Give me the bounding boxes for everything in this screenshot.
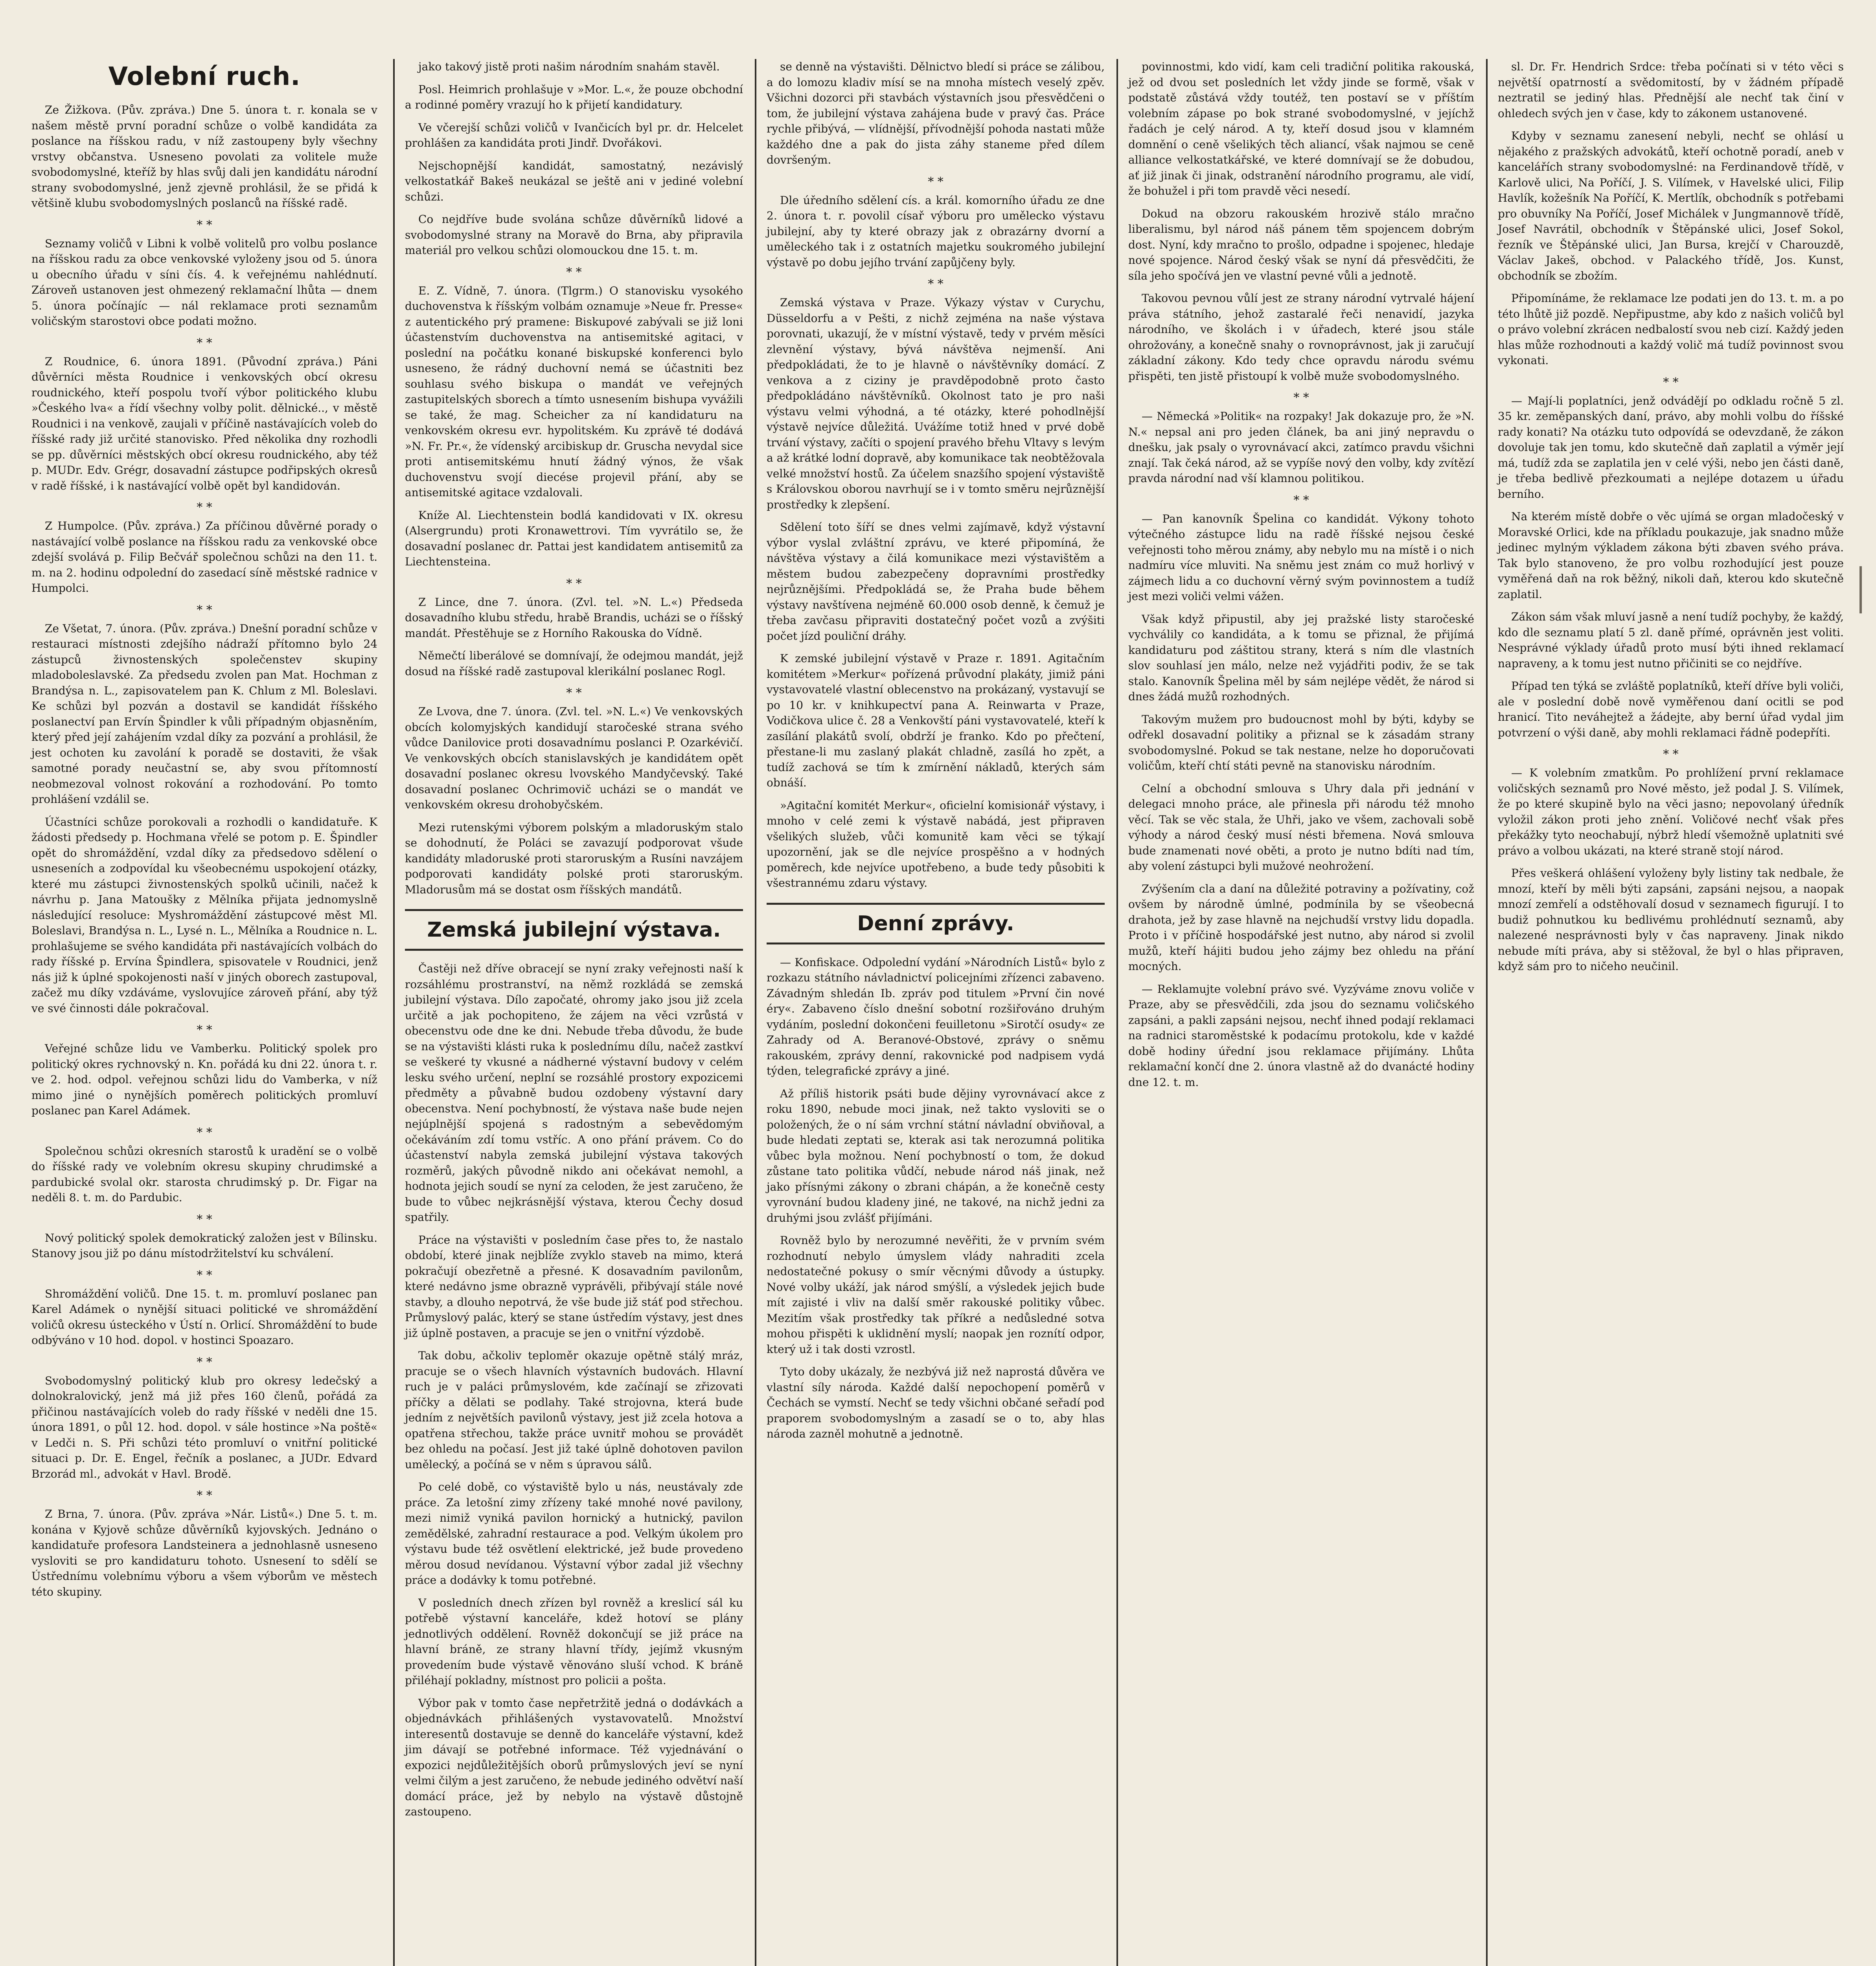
separator: * *	[197, 1212, 212, 1226]
column-3	[759, 59, 1113, 1966]
separator: * *	[197, 1355, 212, 1369]
article-paragraph: povinnostmi, kdo vidí, kam celi tradiční politika rakouská, jež od dvou set posledních let vždy jinde se formě, však v podstatě zůstává vždy toutéž, ten postaví se v příštím volebním zápase po bok strané svobodomyslné, v jejíchž řadách je celý národ. A ty, kteří dosud jsou v klamném domnění o ceně všelikých těch aliancí, však najmou se ceně alliance velkostatkářské, ve které domnívají se že dobudou, ať již jinak či jinak, odstranění národního programu, ale vidí, že bohužel i při tom pravdě věci nesedí.	[1128, 60, 1474, 197]
separator: * *	[197, 603, 212, 617]
separator: * *	[1663, 375, 1679, 389]
article-paragraph: K zemské jubilejní výstavě v Praze r. 1891. Agitačním komitétem »Merkur« pořízená průvodní plakáty, jimiž páni vystavovatelé vlastní oblecenstvo na prokázaný, vystavují se po 10 kr. v knihkupectví pana A. Reinwarta v Praze, Vodičkova ulice č. 28 a Venkovští páni vystavovatelé, kteří k zasílání plakátů svolí, obdrží je franko. Kdo po přečtení, přestane-li mu zaslaný plakát chladně, zasílá ho zpět, a tudíž zachová se tím k zmírnění nákladů, kterých sám obnáší.	[767, 652, 1105, 789]
separator: * *	[197, 1268, 212, 1282]
article-paragraph: Na kterém místě dobře o věc ujímá se organ mladočeský v Moravské Orlici, kde na příkladu poukazuje, jak snadno může jedinec mylným výkladem zákona býti zbaven svého práva. Tak bylo stanoveno, že pro volbu rozhodující jest pouze vyměřená daň na rok běžný, nikoli daň, kterou kdo skutečně zaplatil.	[1498, 510, 1844, 601]
article-paragraph: Však když připustil, aby jej pražské listy staročeské vychválily co kandidáta, a k tomu se přiznal, že přijímá kandidaturu pod záštitou strany, která s ním dle vlastních slov souhlasí jen málo, nelze než vyjádřiti podiv, že se tak stalo. Kanovník Špelina měl by sám nejlépe vědět, že národ si dnes žádá mužů rozhodných.	[1128, 612, 1474, 703]
column-rule	[755, 59, 756, 1966]
article-paragraph: Tak dobu, ačkoliv teploměr okazuje opětně stálý mráz, pracuje se o všech hlavních výstavních budovách. Hlavní ruch je v paláci průmyslovém, kde začínají se zřizovati příčky a dělati se podlahy. Také strojovna, která bude jedním z největších pavilonů výstavy, jest již zcela hotova a opatřena střechou, takže práce uvnitř mohou se provádět bez ohledu na počasí. Jest již také úplně dohotoven pavilon umělecký, a počíná se v něm s úpravou sálů.	[405, 1349, 743, 1471]
article-paragraph: Dokud na obzoru rakouském hrozivě stálo mračno liberalismu, byl národ náš pánem těm spojencem dobrým dost. Nyní, kdy mračno to prošlo, odpadne i spojenec, hledaje nové spojence. Národ český však se nyní dá přesvědčiti, že síla jeho spočívá jen ve vlastní pevné vůli a jednotě.	[1128, 207, 1474, 282]
article-paragraph: — Německá »Politik« na rozpaky! Jak dokazuje pro, že »N. N.« nepsal ani pro jeden článek, ba ani jiný nepravdu o dnešku, jak psaly o vyrovnávací akci, zatímco pravdu všichni znají. Tak čeká národ, až se vypíše nový den volby, kdy zvítězí pravda národní nad vší klamnou politikou.	[1128, 410, 1474, 485]
article-paragraph: Veřejné schůze lidu ve Vamberku. Politický spolek pro politický okres rychnovský n. Kn. pořádá ku dni 22. února t. r. ve 2. hod. odpol. veřejnou schůzi lidu do Vamberka, v níž mimo jiné o nynějších poměrech politických promluví poslanec pan Karel Adámek.	[31, 1042, 377, 1117]
separator: * *	[566, 686, 582, 700]
section-title: Volební ruch.	[108, 62, 301, 91]
article-paragraph: Svobodomyslný politický klub pro okresy ledečský a dolnokralovický, jenž má již přes 160 členů, pořádá za přičinou nastávajících voleb do rady říšské v neděli dne 15. února 1891, o půl 12. hod. dopol. v sále hostince »Na poště« v Ledči n. S. Při schůzi této promluví o vnitřní politické situaci p. Dr. E. Engel, řečník a poslanec, a JUDr. Edvard Brzorád ml., advokát v Havl. Brodě.	[31, 1374, 377, 1480]
article-paragraph: — Konfiskace. Odpolední vydání »Národních Listů« bylo z rozkazu státního návladnictví policejními zřízenci zabaveno. Závadným shledán Ib. zpráv pod titulem »První čin nové éry«. Zabaveno číslo dnešní sobotní rozšiřováno druhým vydáním, poslední dokončeni feuilletonu »Sirotčí osudy« ze Zahrady od A. Beranové-Obstové, zprávy o sněmu rakouském, zprávy denní, rakovnické pod nadpisem vydá týden, telegrafické zprávy a jiné.	[767, 955, 1105, 1077]
article-paragraph: Častěji než dříve obracejí se nyní zraky veřejnosti naší k rozsáhlému prostranství, na němž rozkládá se zemská jubilejní výstava. Dílo započaté, ohromy jako jsou již zcela určitě a jak pochopiteno, že zájem na věci vzrůstá v obecenstvu ode dne ke dni. Nebude třeba důvodu, že bude se na výstavišti klásti ruka k poslednímu dílu, načež zastkví se veškeré ty vkusné a nádherné výstavní budovy v celém lesku svého určení, neplní se rozsáhlé prostory expozicemi předměty a půvabně budou ozdobeny výstavní dary obecenstva. Není pochybností, že výstava naše bude nejen nejúplnější spojená s radostným a sebevědomým očekáváním zdí tomu vstříc. A ono přání právem. Co do účastenství nabyla zemská jubilejní výstava takových rozměrů, jakých původně nikdo ani očekávat nemohl, a hodnota jejich soudí se nyní za celoden, že jest zaručeno, že bude to vůbec nejkrásnější výstava, kterou Čechy dosud spatřily.	[405, 962, 743, 1224]
article-paragraph: Mezi rutenskými výborem polským a mladoruským stalo se dohodnutí, že Poláci se zavazují podporovat všude kandidáty mladoruské proti staroruským a Rusíni navzájem podporovati kandidáty polské proti staroruským. Mladorusům má se dostat osm říšských mandátů.	[405, 821, 743, 896]
article-paragraph: Němečtí liberálové se domnívají, že odejmou mandát, jejž dosud na říšské radě zastupoval klerikální poslanec Rogl.	[405, 649, 743, 678]
column-rule	[1486, 59, 1488, 1966]
article-paragraph: Sdělení toto šíří se dnes velmi zajímavě, když výstavní výbor vyslal zvláštní zprávu, ve které připomíná, že návštěva výstavy a čilá komunikace mezi výstavištěm a městem budou zabezpečeny dopravními prostředky nejrůznějšími. Předpokládá se, že Praha bude během výstavy navštívena nejméně 60.000 osob denně, k čemuž je třeba zavčasu připraviti dostatečný počet vozů a zvýšiti počet jízd pouliční dráhy.	[767, 521, 1105, 642]
separator: * *	[197, 218, 212, 232]
article-paragraph: — Reklamujte volební právo své. Vyzýváme znovu voliče v Praze, aby se přesvědčili, zda jsou do seznamu voličského zapsáni, a pakli zapsáni nejsou, nechť ihned podají reklamaci na radnici staroměstské k podacímu protokolu, kde v každé době hodiny úřední jsou reklamace přijímány. Lhůta reklamační končí dne 2. února vlastně až do dvanácté hodiny dne 12. t. m.	[1128, 982, 1474, 1089]
separator: * *	[928, 175, 944, 189]
separator: * *	[197, 501, 212, 514]
article-paragraph: Ze Všetat, 7. února. (Pův. zpráva.) Dnešní poradní schůze v restauraci místnosti zdejšího nádraží přítomno bylo 24 zástupců živnostenských společenstev skupiny mladoboleslavské. Za předsedu zvolen pan Mat. Hochman z Brandýsa n. L., zapisovatelem pan K. Chlum z Ml. Boleslavi. Ke schůzi byl pozván a dostavil se kandidát říšského poslanectví pan Ervín Špindler k vůli případným objasněním, který před její zahájením vzdal díky za pozvání a prohlásil, že jest ochoten ku zavolání k poradě se dostaviti, že však samotné porady neučastní se, aby svou přítomností neobmezoval volnost rokování a rozhodování. Po tomto prohlášení vzdálil se.	[31, 622, 377, 806]
article-paragraph: Ze Žižkova. (Pův. zpráva.) Dne 5. února t. r. konala se v našem městě první poradní schůze o volbě kandidáta za poslance na říšskou radu, v níž zastoupeny byly všechny vrstvy občanstva. Usneseno povolati za volitele muže svobodomyslné, kteříž by hlas svůj dali jen kandidátu národní strany svobodomyslné, jenž zjevně prohlásil, že se přidá k většině klubu svobodomyslných poslanců na říšské radě.	[31, 103, 377, 210]
article-paragraph: Případ ten týká se zvláště poplatníků, kteří dříve byli voliči, ale v poslední době nově vyměřenou daní ocitli se pod hranicí. Tito neváhejtež a žádejte, aby berní úřad vydal jim potvrzení o výši daně, aby mohli reklamaci řádně podepříti.	[1498, 679, 1844, 739]
article-paragraph: Přes veškerá ohlášení vyloženy byly listiny tak nedbale, že mnozí, kteří by měli býti zapsáni, zapsáni nejsou, a naopak mnozí zemřelí a odstěhovalí dosud v seznamech figurují. I to budiž pohnutkou ku bedlivému prohlédnutí seznamů, aby nalezené nesprávnosti byly v čas napraveny. Jinak nikdo nebude míti práva, aby si stěžoval, že byl o hlas připraven, když sám pro to ničeho neučinil.	[1498, 867, 1844, 973]
article-paragraph: Takovým mužem pro budoucnost mohl by býti, kdyby se odřekl dosavadní politiky a přiznal se k zásadám strany svobodomyslné. Pokud se tak nestane, nelze ho doporučovati voličům, kteří chtí státi pevně na stanovisku národním.	[1128, 712, 1474, 772]
article-paragraph: — Mají-li poplatníci, jenž odvádějí po odkladu ročně 5 zl. 35 kr. zeměpanských daní, právo, aby mohli volbu do říšské rady konati? Na otázku tuto odpovídá se odevzdaně, že zákon dovoluje tak jen tomu, kdo skutečně daň zaplatil a výměr její má, tudíž zda se zaplatila jen v celé výši, nebo jen části daně, je třeba bedlivě přezkoumati a nejlépe dotazem u úřadu berního.	[1498, 394, 1844, 501]
separator: * *	[1293, 391, 1309, 405]
article-paragraph: Z Lince, dne 7. února. (Zvl. tel. »N. L.«) Předseda dosavadního klubu středu, hrabě Brandis, ucházi se o říšský mandát. Přestěhuje se z Horního Rakouska do Vídně.	[405, 595, 743, 640]
article-paragraph: — Pan kanovník Špelina co kandidát. Výkony tohoto výtečného zástupce lidu na radě říšské nejsou české veřejnosti toho měrou známy, aby nebylo mu na místě i o nich nadmíru více mluviti. Na sněmu jest znám co muž horlivý v zájmech lidu a co duchovní věrný svým povinnostem a tudíž jest mezi voliči velmi vážen.	[1128, 512, 1474, 603]
article-paragraph: »Agitační komitét Merkur«, oficielní komisionář výstavy, i mnoho v celé zemi k výstavě nabádá, jest připraven všelikých služeb, vůči komunitě kam věci se týkají upozornění, jak se dle nejvíce prospěšno a v hodných poměrech, kde nejvíce upotřebeno, a bude tedy působiti k všestrannému zdaru výstavy.	[767, 799, 1105, 889]
article-paragraph: Tyto doby ukázaly, že nezbývá již než naprostá důvěra ve vlastní síly národa. Každé další nepochopení poměrů v Čechách se vymstí. Nechť se tedy všichni občané seřadí pod praporem svobodomyslným a zasadí se o to, aby hlas národa zazněl mohutně a jednotně.	[767, 1365, 1105, 1440]
section-title: Zemská jubilejní výstava.	[405, 909, 743, 951]
separator: * *	[1293, 493, 1309, 507]
article-paragraph: Připomínáme, že reklamace lze podati jen do 13. t. m. a po této lhůtě již pozdě. Nepřipustme, aby kdo z našich voličů byl o právo volební zkrácen nedbalostí svou neb cizí. Každý jeden hlas může rozhodnouti a každý volič má tudíž povinnost svou vykonati.	[1498, 292, 1844, 367]
separator: * *	[197, 1125, 212, 1139]
article-paragraph: Nejschopnější kandidát, samostatný, nezávislý velkostatkář Bakeš neukázal se ještě ani v jediné volební schůzi.	[405, 159, 743, 203]
separator: * *	[928, 277, 944, 291]
article-paragraph: Takovou pevnou vůlí jest ze strany národní vytrvalé hájení práva státního, jehož zastaralé řeči nenavidí, jazyka národního, ve školách i v úřadech, které jsou stále ohrožovány, a konečně snahy o rovnoprávnost, jak ji zaručují základní zákony. Kdo tedy chce opravdu národu svému přispěti, ten jistě přistoupí k volbě muže svobodomyslného.	[1128, 292, 1474, 383]
article-paragraph: Po celé době, co výstaviště bylo u nás, neustávaly zde práce. Za letošní zimy zřízeny také mnohé nové pavilony, mezi nimiž vyniká pavilon hornický a hutnický, pavilon zemědělské, zahradní restaurace a pod. Velkým úkolem pro výstavu bude též osvětlení elektrické, jež bude provedeno měrou dosud nevídanou. Výstavní výbor zadal již všechny práce a dodávky k tomu potřebné.	[405, 1480, 743, 1587]
article-paragraph: Celní a obchodní smlouva s Uhry dala při jednání v delegaci mnoho práce, ale přinesla při národu též mnoho věcí. Tak se věc stala, že Uhři, jako ve všem, zachovali sobě výhody a národ český musí nésti břemena. Nová smlouva bude znamenati nové oběti, a proto je nutno bdíti nad tím, aby volení zástupci byli mužové neohrožení.	[1128, 782, 1474, 873]
article-paragraph: Z Humpolce. (Pův. zpráva.) Za příčinou důvěrné porady o nastávající volbě poslance na říšskou radu za venkovské obce zdejší svolává p. Filip Bečvář společnou schůzi na den 11. t. m. na 2. hodinu odpolední do zasedací síně městské radnice v Humpolci.	[31, 519, 377, 595]
article-paragraph: Účastníci schůze porokovali a rozhodli o kandidatuře. K žádosti předsedy p. Hochmana vřelé se potom p. E. Špindler opět do shromáždění, vzdal díky za předsedovo sdělení o usneseních a zodpovídal ku všeobecnému uspokojení otázky, které mu zástupci živnostenských spolků učinili, načež k návrhu p. Jana Matoušky z Mělníka přijata jednomyslně následující resoluce: Myshromáždění zástupcové měst Ml. Boleslavi, Brandýsa n. L., Lysé n. L., Mělníka a Roudnice n. L. prohlašujeme se svého kandidáta při nastávajících volbách do rady říšské p. Ervína Špindlera, spisovatele v Roudnici, jenž nás již k úplné spokojenosti naší v jiných oborech zastupoval, začež mu díky vzdáváme, vyslovujíce zároveň přání, aby týž ve své činnosti dále pokračoval.	[31, 815, 377, 1015]
column-2	[397, 59, 751, 1966]
article-paragraph: Ze Lvova, dne 7. února. (Zvl. tel. »N. L.«) Ve venkovských obcích kolomyjských kandidují staročeské strana svého vůdce Danilovice proti dosavadnímu poslanci P. Ozarkévičí. Ve venkovských obcích stanislavských je kandidátem opět dosavadní poslanec okresu lvovského Mandyčevský. Také dosavadní poslanec Ochrimovič ucházi se o mandát ve venkovském okresu drohobyčském.	[405, 705, 743, 811]
article-paragraph: sl. Dr. Fr. Hendrich Srdce: třeba počínati si v této věci s největší opatrností a svědomitostí, by v žádném případě neztratil se jediný hlas. Přednější ale nechť tak činí v ohledech svých jen v čase, kdy to zákonem ustanovené.	[1498, 60, 1844, 120]
separator: * *	[197, 1023, 212, 1037]
article-paragraph: Shromáždění voličů. Dne 15. t. m. promluví poslanec pan Karel Adámek o nynější situaci politické ve shromáždění voličů okresu ústeckého v Ústí n. Orlicí. Shromáždění to bude odbýváno v 10 hod. dopol. v hostinci Spoazaro.	[31, 1287, 377, 1347]
article-paragraph: Posl. Heimrich prohlašuje v »Mor. L.«, že pouze obchodní a rodinné poměry vrazují ho k přijetí kandidatury.	[405, 83, 743, 111]
separator: * *	[197, 1489, 212, 1502]
article-paragraph: Seznamy voličů v Libni k volbě volitelů pro volbu poslance na říšskou radu za obce venkovské vyloženy jsou od 5. února u obecního úřadu v síni čís. 4. k veřejnému nahlédnutí. Zároveň ustanoven jest ohmezený reklamační lhůta — dnem 5. února počínajíc — nál reklamace proti seznamům voličským starostovi obce podati možno.	[31, 237, 377, 328]
article-paragraph: Výbor pak v tomto čase nepřetržitě jedná o dodávkách a objednávkách přihlášených vystavovatelů. Množství interesentů dostavuje se denně do kanceláře výstavní, kdež jim dávají se potřebné informace. Též vyjednávání o expozici nejdůležitějších oborů průmyslových jeví se nyní velmi čilým a jest zaručeno, že nebude jediného odvětví naší domácí práce, jež by nebylo na výstavě důstojně zastoupeno.	[405, 1696, 743, 1818]
section-title: Denní zprávy.	[767, 903, 1105, 944]
article-paragraph: — K volebním zmatkům. Po prohlížení první reklamace voličských seznamů pro Nové město, jež podal J. S. Vilímek, že po které skupině bylo na věci jasno; nepovolaný úředník vyložil zákon proti jeho znění. Voličové nechť však přes překážky tyto neochabují, nýbrž hledí všemožně uplatniti své právo a volbou ukázati, na které straně stojí národ.	[1498, 766, 1844, 857]
article-paragraph: Z Brna, 7. února. (Pův. zpráva »Nár. Listů«.) Dne 5. t. m. konána v Kyjově schůze důvěrníků kyjovských. Jednáno o kandidatuře profesora Landsteinera a jednohlasně usneseno vysloviti se pro kandidaturu tohoto. Usnesení to sdělí se Ústřednímu volebnímu výboru a všem výborům ve městech této skupiny.	[31, 1508, 377, 1598]
column-4	[1120, 59, 1482, 1966]
article-paragraph: Kníže Al. Liechtenstein bodlá kandidovati v IX. okresu (Alsergrundu) proti Kronawettrovi. Tím vyvrátilo se, že dosavadní poslanec dr. Pattai jest kandidatem antisemitů za Liechtensteina.	[405, 508, 743, 568]
article-paragraph: Společnou schůzi okresních starostů k uradění se o volbě do říšské rady ve volebním okresu skupiny chrudimské a pardubické svolal okr. starosta chrudimský p. Dr. Figar na neděli 8. t. m. do Pardubic.	[31, 1144, 377, 1204]
article-paragraph: Co nejdříve bude svolána schůze důvěrníků lidové a svobodomyslné strany na Moravě do Brna, aby připravila materiál pro velkou schůzi olomouckou dne 15. t. m.	[405, 213, 743, 257]
column-1	[24, 59, 385, 1966]
article-paragraph: Až příliš historik psáti bude dějiny vyrovnávací akce z roku 1890, nebude moci jinak, než takto vysloviti se o položených, že o ní sám vrchní státní návladní obviňoval, a bude hledati zeptati se, kterak asi tak nerozumná politika vůbec byla možnou. Není pochybností o tom, že dokud zůstane tato politika vůdčí, nebude národ náš jinak, než jako přísnými zákony o zbrani chápán, a že konečně cesty vyrovnání budou kladeny jiné, ne takové, na nichž jedni za druhými jsou zvlášť přijímáni.	[767, 1087, 1105, 1224]
article-paragraph: Kdyby v seznamu zanesení nebyli, nechť se ohlásí u nějakého z pražských advokátů, kteří ochotně poradí, aneb v kancelářích strany svobodomyslné: na Ferdinandově třídě, v Karlově ulici, Na Poříčí, J. S. Vilímek, v Havelské ulici, Filip Havlík, kožešník Na Poříčí, K. Mertlík, obchodník s potřebami pro obuvníky Na Poříčí, Josef Michálek v Jungmannově třídě, Josef Navrátil, obchodník v Štěpánské ulici, Josef Sokol, řezník ve Štěpánské ulici, Jan Bursa, krejčí v Charouzdě, Václav Jakeš, obchod. v Palackého třídě, Jos. Kunst, obchodník se zbožím.	[1498, 129, 1844, 282]
separator: * *	[566, 265, 582, 279]
article-paragraph: jako takový jistě proti našim národním snahám stavěl.	[418, 60, 720, 73]
article-paragraph: Zákon sám však mluví jasně a není tudíž pochyby, že každý, kdo dle seznamu platí 5 zl. daně přímé, oprávněn jest voliti. Nesprávné výklady úřadů proto musí býti ihned reklamací napraveny, a k tomu jest nutno přičiniti se co nejdříve.	[1498, 610, 1844, 670]
article-paragraph: Zemská výstava v Praze. Výkazy výstav v Curychu, Düsseldorfu a v Pešti, z nichž zejména na naše výstava porovnati, ukazují, že v místní výstavě, tedy v prvém měsíci zlevnění výstavy, bývá návštěva nejmenší. Ani předpokládati, že to je hlavně o návštěvníky domácí. Z venkova a z ciziny je pravděpodobně proto často předpokládáno návštěvníků. Okolnost tato je pro naši výstavu velmi výhodná, a té otázky, které pohodlnější výstavě nejvíce důležitá. Uvážíme totiž hned v prvé době trvání výstavy, začíti o spojení pravého břehu Vltavy s levým a až krátké lodní dopravě, aby komunikace tak neobtěžovala velké množství hostů. Za účelem snazšího spojení výstaviště s Královskou oborou navrhují se i v tomto směru nejrůznější prostředky k zlepšení.	[767, 296, 1105, 511]
article-paragraph: Nový politický spolek demokratický založen jest v Bílinsku. Stanovy jsou již po dánu místodržitelství ku schválení.	[31, 1231, 377, 1260]
separator: * *	[1663, 747, 1679, 761]
article-paragraph: Dle úředního sdělení cís. a král. komorního úřadu ze dne 2. února t. r. povolil císař výboru pro umělecko výstavu jubilejní, aby ty které obrazy jak z obrazárny dvorní a uměleckého tak i z ostatních majetku soukromého jubilejní výstavě po dobu jejího trvání zapůjčeny byly.	[767, 193, 1105, 269]
column-5	[1490, 59, 1852, 1966]
article-paragraph: Ve včerejší schůzi voličů v Ivančicích byl pr. dr. Helcelet prohlášen za kandidáta proti Jindř. Dvořákovi.	[405, 121, 743, 149]
column-rule	[1116, 59, 1118, 1966]
separator: * *	[197, 336, 212, 350]
article-paragraph: Zvýšením cla a daní na důležité potraviny a požívatiny, což ovšem by národně úmlné, podmínila by se všeobecná drahota, jež by zase hlavně na nejchudší vrstvy lidu dopadla. Proto i v příčině hospodářské jest nutno, aby národ si zvolil mužů, kteří hájiti budou jeho zájmy bez ohledu na přání mocných.	[1128, 882, 1474, 973]
page-edge-mark	[1859, 566, 1862, 613]
article-paragraph: Práce na výstavišti v posledním čase přes to, že nastalo období, které jinak nejblíže zvyklo staveb na mimo, která pokračují obezřetně a přesné. K dosavadním pavilonům, které nedávno jsme obrazně vyprávěli, přibývají stále nové stavby, a dlouho nepotrvá, že vše bude již stáť pod střechou. Průmyslový palác, který se stane ústředím výstavy, jest dnes již úplně postaven, a pracuje se jen o vnitřní výzdobě.	[405, 1233, 743, 1340]
separator: * *	[566, 576, 582, 591]
article-paragraph: V posledních dnech zřízen byl rovněž a kreslicí sál ku potřebě výstavní kanceláře, kdež hotoví se plány jednotlivých oddělení. Rovněž dokončují se již práce na hlavní bráně, ze strany hlavní třídy, jejímž vkusným provedením bude výstavě věnováno sluší vchod. K bráně přiléhají pokladny, místnost pro policii a pošta.	[405, 1596, 743, 1687]
article-paragraph: Rovněž bylo by nerozumné nevěřiti, že v prvním svém rozhodnutí nebylo úmyslem vlády nahraditi zcela nedostatečné pokusy o smír věcnými důvody a ústupky. Nové volby ukáží, jak národ smýšlí, a výsledek jejich bude mít zajisté i vliv na další směr rakouské politiky vůbec. Mezitím však prostředky tak příkré a nedůsledné sotva mohou přispěti k uklidnění myslí; naopak jen roznítí odpor, který už i tak dosti vzrostl.	[767, 1234, 1105, 1356]
article-paragraph: se denně na výstavišti. Dělnictvo bledí si práce se zálibou, a do lomozu kladiv mísí se na mnoha místech veselý zpěv. Všichni dozorci při stavbách výstavních jsou přesvědčeni o tom, že jubilejní výstava zahájena bude v pravý čas. Práce rychle přibývá, — vlídnější, přívodnější pohoda nastati může každého dne a pak do jista záhy staneme před dílem dovršeným.	[767, 60, 1105, 166]
article-paragraph: E. Z. Vídně, 7. února. (Tlgrm.) O stanovisku vysokého duchovenstva k říšským volbám oznamuje »Neue fr. Presse« z autentického prý pramene: Biskupové zabývali se již loni účastenstvím duchovenstva na antisemitské agitaci, v poslední na počátku konané biskupské konferenci bylo usneseno, že rádný duchovní nemá se účastniti bez souhlasu svého biskupa o mandát ve veřejných zastupitelských sborech a tímto usnesením bishupa vyvážili se také, že mag. Scheicher za ní kandidaturu na venkovském okresu evr. hypolitském. Ku zprávě té dodává »N. Fr. Pr.«, že vídenský arcibiskup dr. Gruscha nevydal sice proti antisemitskému hnutí žádný výnos, že však duchovenstvu svojí diecése projevil přání, aby se antisemitské agitace vzdalovali.	[405, 284, 743, 499]
article-paragraph: Z Roudnice, 6. února 1891. (Původní zpráva.) Páni důvěrníci města Roudnice i venkovských obcí okresu roudnického, kteří pospolu tvoří výbor politického klubu »Českého lva« a řídí všechny volby polit. dělnické.., v městě Roudnici i na venkově, zaujali v příčině nastávajících voleb do říšské rady již určité stanovisko. Před několika dny rozhodli se pp. důvěrníci městských obcí okresu roudnického, aby též p. MUDr. Edv. Grégr, dosavadní zástupce podřipských okresů v radě říšské, i k nastávající volbě opět byl kandidován.	[31, 355, 377, 492]
column-rule	[393, 59, 395, 1966]
